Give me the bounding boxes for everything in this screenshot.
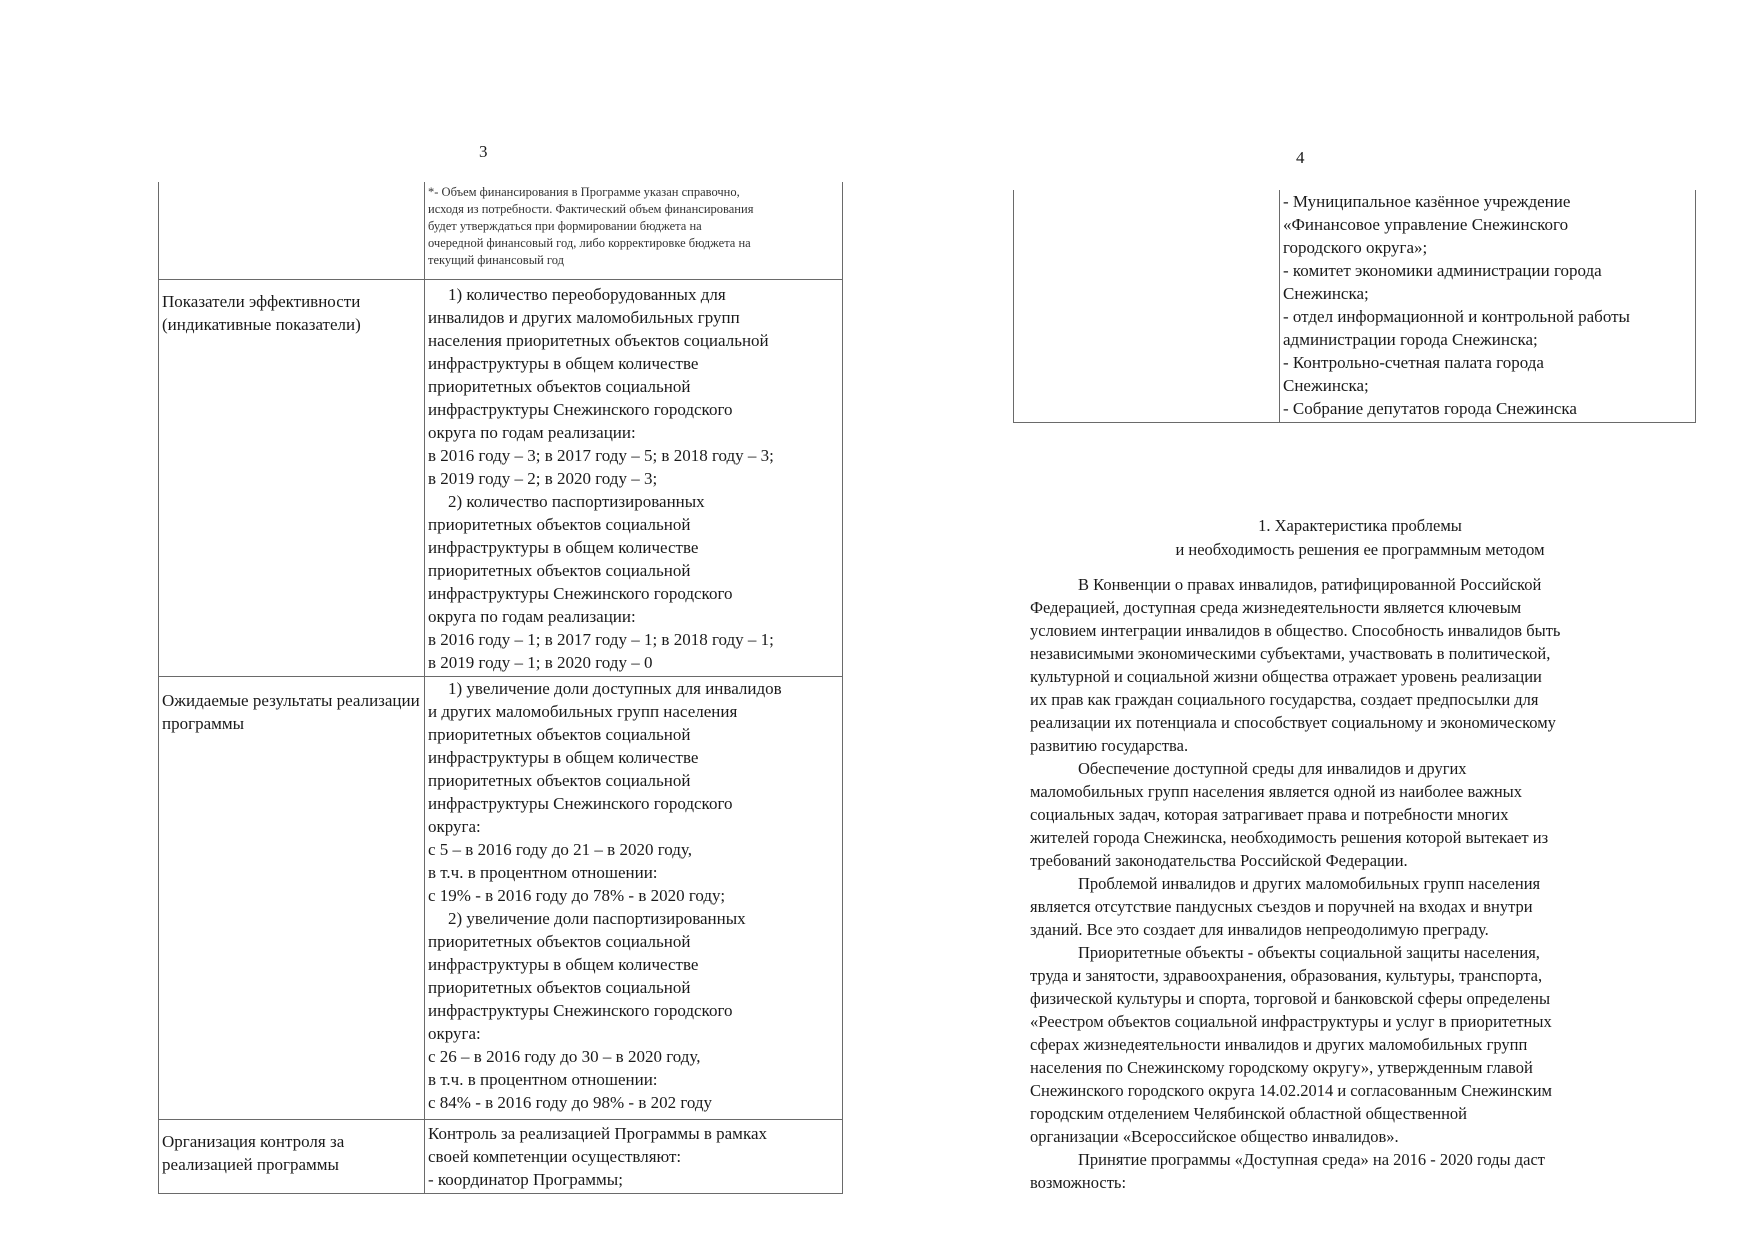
paragraph-line: их прав как граждан социального государства, создает предпосылки для (1030, 690, 1539, 709)
table-row (1014, 190, 1696, 423)
text-line: - отдел информационной и контрольной работы (1283, 307, 1630, 326)
text-line: округа: (428, 816, 481, 836)
text-line: с 5 – в 2016 году до 21 – в 2020 году, (428, 839, 692, 859)
text-line: Снежинска; (1283, 284, 1369, 303)
text-line: - координатор Программы; (428, 1169, 623, 1189)
text-line: населения приоритетных объектов социальной (428, 330, 769, 350)
text-line: в 2019 году – 1; в 2020 году – 0 (428, 652, 653, 672)
text-line: будет утверждаться при формировании бюджета на (428, 219, 702, 233)
text-line: - Муниципальное казённое учреждение (1283, 192, 1571, 211)
paragraph-line: Федерацией, доступная среда жизнедеятельности является ключевым (1030, 598, 1522, 617)
paragraph-line: Снежинского городского округа 14.02.2014 и согласованным Снежинским (1030, 1081, 1552, 1100)
text-line: округа: (428, 1023, 481, 1043)
paragraph-line: физической культуры и спорта, торговой и банковской сферы определены (1030, 989, 1551, 1008)
control-cell (425, 1119, 843, 1193)
text-line: Контроль за реализацией Программы в рамках (428, 1123, 767, 1143)
passport-table-right (1013, 190, 1696, 423)
text-line: в 2016 году – 1; в 2017 году – 1; в 2018 году – 1; (428, 629, 774, 649)
paragraph-line: городским отделением Челябинской областной общественной (1030, 1104, 1467, 1123)
paragraph-line: В Конвенции о правах инвалидов, ратифицированной Российской (1078, 575, 1542, 594)
text-line: в т.ч. в процентном отношении: (428, 1069, 658, 1089)
financing-note-cell (425, 182, 843, 279)
row-label-cell: Показатели эффективности (индикативные показатели) (159, 279, 425, 676)
paragraph-line: сферах жизнедеятельности инвалидов и других маломобильных групп (1030, 1035, 1528, 1054)
results-cell (425, 676, 843, 1119)
paragraph-line: Приоритетные объекты - объекты социальной защиты населения, (1078, 943, 1540, 962)
text-line: в 2016 году – 3; в 2017 году – 5; в 2018 году – 3; (428, 445, 774, 465)
section-title-line: 1. Характеристика проблемы (1258, 516, 1462, 535)
row-label-cell (159, 182, 425, 279)
text-line: и других маломобильных групп населения (428, 701, 738, 721)
text-line: округа по годам реализации: (428, 606, 636, 626)
text-line: 2) количество паспортизированных (448, 491, 705, 511)
section-title (1030, 514, 1690, 562)
text-line: очередной финансовый год, либо корректировке бюджета на (428, 236, 751, 250)
text-line: с 26 – в 2016 году до 30 – в 2020 году, (428, 1046, 701, 1066)
section-body (1030, 573, 1690, 1194)
page-number-right: 4 (1296, 148, 1305, 167)
paragraph-line: требований законодательства Российской Федерации. (1030, 851, 1408, 870)
text-line: 1) количество переоборудованных для (448, 284, 726, 304)
text-line: приоритетных объектов социальной (428, 724, 691, 744)
paragraph (1030, 872, 1690, 941)
paragraph-line: маломобильных групп населения является одной из наиболее важных (1030, 782, 1523, 801)
text-line: округа по годам реализации: (428, 422, 636, 442)
paragraph (1030, 941, 1690, 1148)
text-line: инвалидов и других маломобильных групп (428, 307, 740, 327)
text-line: - комитет экономики администрации города (1283, 261, 1602, 280)
indicators-cell (425, 279, 843, 676)
paragraph-line: развитию государства. (1030, 736, 1189, 755)
text-line: своей компетенции осуществляют: (428, 1146, 682, 1166)
text-line: текущий финансовый год (428, 253, 564, 267)
text-line: в т.ч. в процентном отношении: (428, 862, 658, 882)
paragraph-line: является отсутствие пандусных съездов и поручней на входах и внутри (1030, 897, 1533, 916)
paragraph-line: Принятие программы «Доступная среда» на 2016 - 2020 годы даст (1078, 1150, 1546, 1169)
text-line: с 19% - в 2016 году до 78% - в 2020 году; (428, 885, 726, 905)
text-line: городского округа»; (1283, 238, 1428, 257)
table-row (159, 279, 843, 676)
text-line: инфраструктуры в общем количестве (428, 537, 699, 557)
text-line: инфраструктуры в общем количестве (428, 954, 699, 974)
text-line: инфраструктуры Снежинского городского (428, 583, 733, 603)
paragraph-line: возможность: (1030, 1173, 1127, 1192)
text-line: приоритетных объектов социальной (428, 770, 691, 790)
paragraph-line: населения по Снежинскому городскому округу», утвержденным главой (1030, 1058, 1533, 1077)
paragraph-line: реализации их потенциала и способствует социальному и экономическому (1030, 713, 1556, 732)
text-line: администрации города Снежинска; (1283, 330, 1538, 349)
table-row (159, 1119, 843, 1193)
text-line: *- Объем финансирования в Программе указан справочно, (428, 185, 740, 199)
text-line: приоритетных объектов социальной (428, 560, 691, 580)
paragraph-line: культурной и социальной жизни общества отражает уровень реализации (1030, 667, 1542, 686)
text-line: инфраструктуры Снежинского городского (428, 1000, 733, 1020)
text-line: инфраструктуры Снежинского городского (428, 399, 733, 419)
paragraph-line: жителей города Снежинска, необходимость решения которой вытекает из (1030, 828, 1549, 847)
text-line: «Финансовое управление Снежинского (1283, 215, 1569, 234)
passport-table-left (158, 182, 843, 1194)
text-line: приоритетных объектов социальной (428, 514, 691, 534)
text-line: инфраструктуры в общем количестве (428, 747, 699, 767)
paragraph-line: организации «Всероссийское общество инвалидов». (1030, 1127, 1399, 1146)
text-line: приоритетных объектов социальной (428, 376, 691, 396)
paragraph-line: Обеспечение доступной среды для инвалидов и других (1078, 759, 1467, 778)
paragraph-line: Проблемой инвалидов и других маломобильных групп населения (1078, 874, 1541, 893)
text-line: - Контрольно-счетная палата города (1283, 353, 1544, 372)
section-title-line: и необходимость решения ее программным методом (1175, 540, 1545, 559)
text-line: 1) увеличение доли доступных для инвалидов (448, 678, 782, 698)
paragraph-line: зданий. Все это создает для инвалидов непреодолимую преграду. (1030, 920, 1489, 939)
control-continuation-cell (1280, 190, 1696, 423)
paragraph-line: «Реестром объектов социальной инфраструктуры и услуг в приоритетных (1030, 1012, 1552, 1031)
paragraph-line: социальных задач, которая затрагивает права и потребности многих (1030, 805, 1509, 824)
text-line: приоритетных объектов социальной (428, 977, 691, 997)
text-line: исходя из потребности. Фактический объем финансирования (428, 202, 754, 216)
paragraph-line: условием интеграции инвалидов в общество. Способность инвалидов быть (1030, 621, 1561, 640)
paragraph-line: труда и занятости, здравоохранения, образования, культуры, транспорта, (1030, 966, 1543, 985)
text-line: инфраструктуры в общем количестве (428, 353, 699, 373)
row-label-cell (1014, 190, 1280, 423)
row-label-cell: Ожидаемые результаты реализации программы (159, 676, 425, 1119)
page-number-left: 3 (479, 142, 488, 161)
paragraph (1030, 1148, 1690, 1194)
table-row (159, 676, 843, 1119)
paragraph-line: независимыми экономическими субъектами, участвовать в политической, (1030, 644, 1551, 663)
table-row (159, 182, 843, 279)
text-line: в 2019 году – 2; в 2020 году – 3; (428, 468, 658, 488)
row-label-cell: Организация контроля за реализацией программы (159, 1119, 425, 1193)
text-line: инфраструктуры Снежинского городского (428, 793, 733, 813)
paragraph (1030, 757, 1690, 872)
text-line: Снежинска; (1283, 376, 1369, 395)
text-line: с 84% - в 2016 году до 98% - в 202 году (428, 1092, 713, 1112)
text-line: - Собрание депутатов города Снежинска (1283, 399, 1577, 418)
text-line: приоритетных объектов социальной (428, 931, 691, 951)
text-line: 2) увеличение доли паспортизированных (448, 908, 746, 928)
paragraph (1030, 573, 1690, 757)
